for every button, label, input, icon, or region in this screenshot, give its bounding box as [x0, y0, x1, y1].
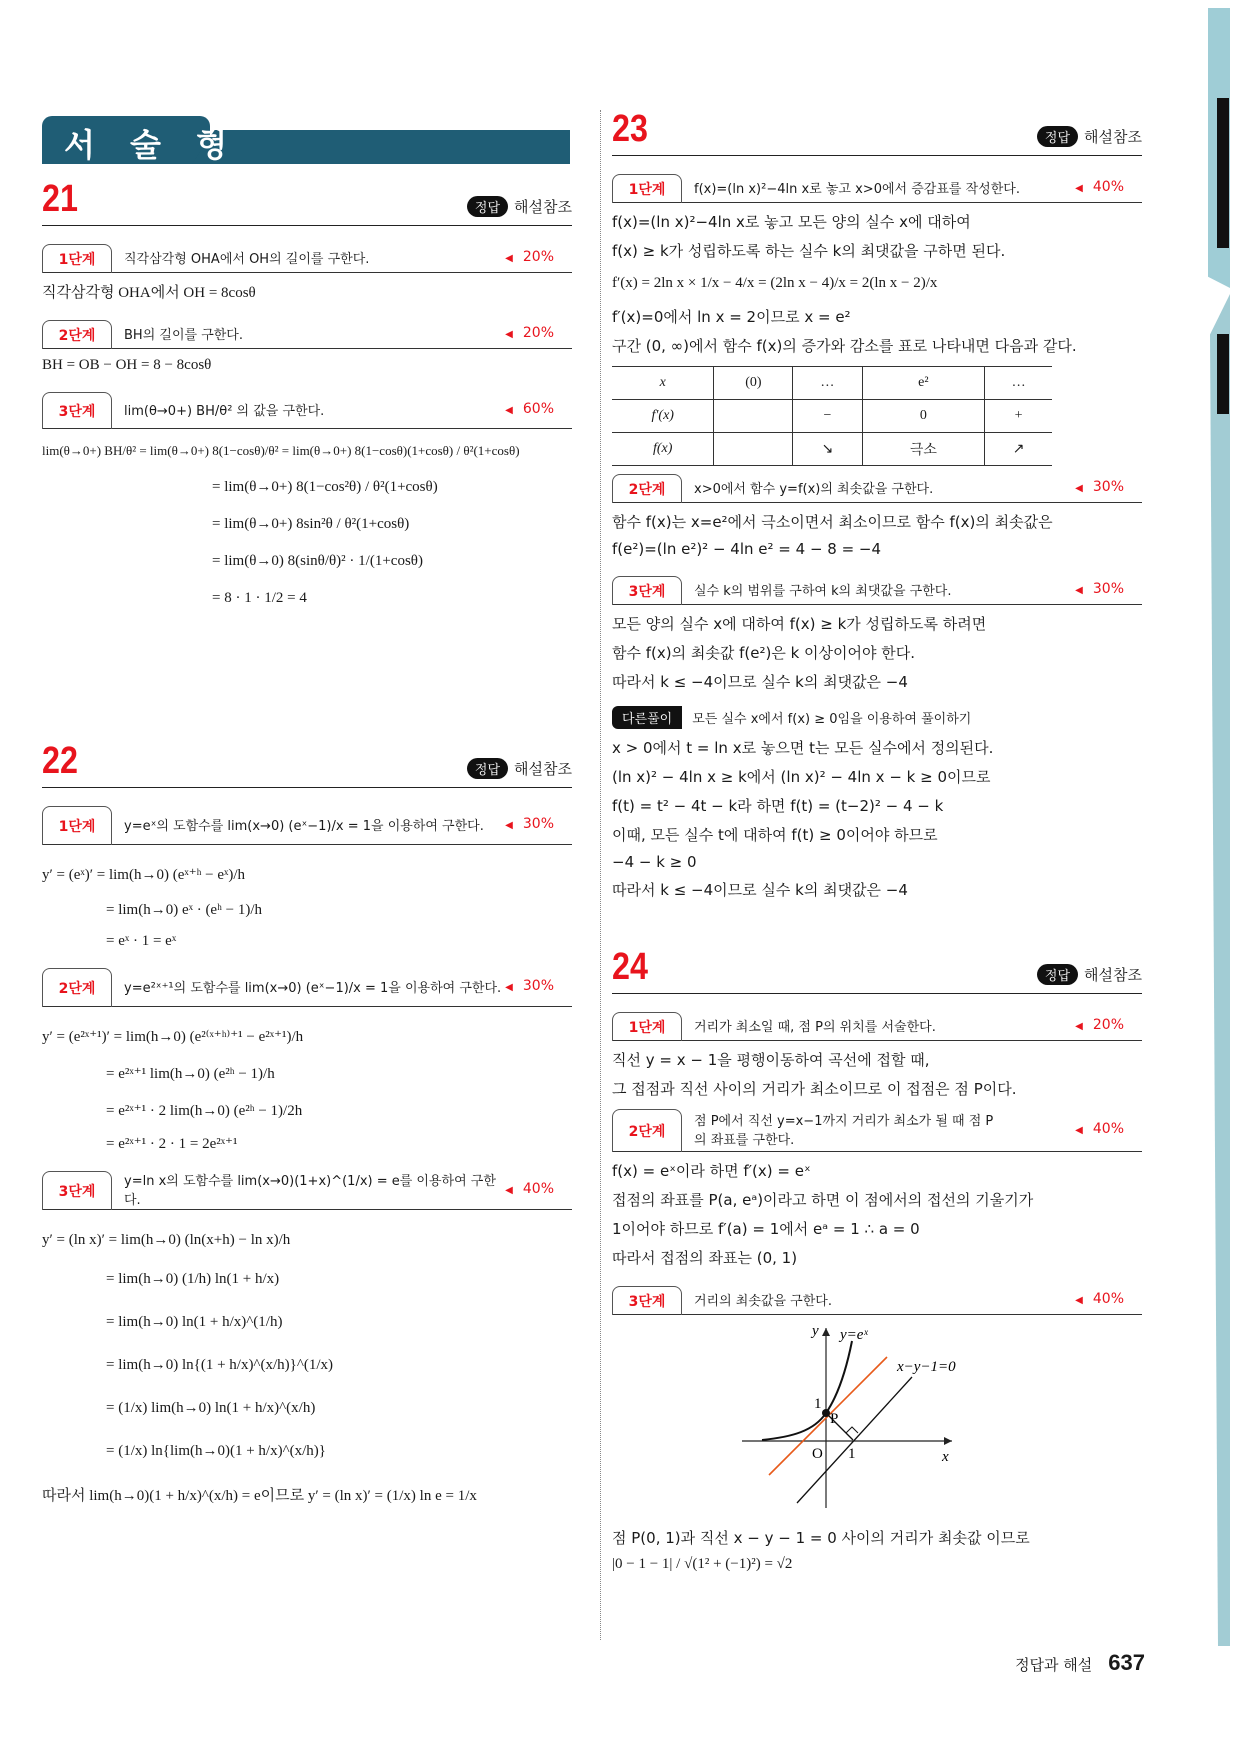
step-2: 2단계 점 P에서 직선 y=x−1까지 거리가 최소가 될 때 점 P의 좌표를 구한다. ◀ 40% [612, 1107, 1142, 1152]
page-number: 637 [1108, 1650, 1145, 1675]
answer-label: 정답 해설참조 [1037, 964, 1142, 985]
problem-number: 21 [42, 178, 78, 220]
problem-21: 21 정답 해설참조 1단계 직각삼각형 OHA에서 OH의 길이를 구한다. ◀ 20% 직각삼각형 OHA에서 OH = 8cosθ 2단계 BH의 길이를 구한다. ◀ 20% BH = OB − OH = 8 − 8cosθ 3단계 lim(θ→0+) BH/θ² 의 값을 구한다. ◀ 60% lim(θ→0+) BH/θ² = lim(θ→0+) 8(1−cosθ)/θ² = lim(θ→0+) 8(1−cosθ)(1+cosθ) / θ²(1+cosθ) = lim(θ→0+) 8(1−cos²θ) / θ²(1+cosθ) = lim(θ→0+) 8sin²θ / θ²(1+cosθ) = lim(θ→0) 8(sinθ/θ)² · 1/(1+cosθ) = 8 · 1 · 1/2 = 4 [42, 178, 572, 613]
tangent-distance-graph [742, 1323, 1002, 1513]
svg-text:O: O [812, 1446, 823, 1462]
step-1: 1단계 직각삼각형 OHA에서 OH의 길이를 구한다. ◀ 20% [42, 242, 572, 273]
alternative-solution-header: 다른풀이 모든 실수 x에서 f(x) ≥ 0임을 이용하여 풀이하기 [612, 706, 1142, 729]
problem-24: 24 정답 해설참조 1단계 거리가 최소일 때, 점 P의 위치를 서술한다. ◀ 20% 직선 y = x − 1을 평행이동하여 곡선에 접할 때, 그 접점과 직선 사이의 거리가 최소이므로 이 접점은 점 P이다. 2단계 점 P에서 직선 y=x−1까지 거리가 최소가 될 때 점 P의 좌표를 구한다. ◀ 40% f(x) = eˣ이라 하면 f′(x) = eˣ 접점의 좌표를 P(a, eᵃ)이라고 하면 이 점에서의 접선의 기울기가 1이어야 하므로 f′(a) = 1에서 eᵃ = 1 ∴ a = 0 따라서 접점의 좌표는 (0, 1) 3단계 거리의 최솟값을 구한다. ◀ 40% y y=eˣ x−y−1=0 1 P O 1 x 점 P(0, 1)과 직선 x − y − 1 = 0 사이의 거리가 최솟값 이므로 |0 − 1 − 1| / √(1² + (−1)²) = √2 [612, 946, 1142, 1579]
step-3: 3단계 실수 k의 범위를 구하여 k의 최댓값을 구한다. ◀ 30% [612, 574, 1142, 605]
svg-text:1: 1 [814, 1396, 822, 1412]
side-tab-lower [1210, 294, 1230, 1646]
answer-label: 정답 해설참조 [467, 196, 572, 217]
problem-number: 24 [612, 946, 648, 988]
answer-label: 정답 해설참조 [1037, 126, 1142, 147]
svg-text:y: y [812, 1323, 819, 1339]
step-1: 1단계 y=eˣ의 도함수를 lim(x→0) (eˣ−1)/x = 1을 이용하여 구한다. ◀ 30% [42, 804, 572, 845]
step-2: 2단계 x>0에서 함수 y=f(x)의 최솟값을 구한다. ◀ 30% [612, 472, 1142, 503]
step-2: 2단계 y=e²ˣ⁺¹의 도함수를 lim(x→0) (eˣ−1)/x = 1을 이용하여 구한다. ◀ 30% [42, 966, 572, 1007]
answer-label: 정답 해설참조 [467, 758, 572, 779]
step-2: 2단계 BH의 길이를 구한다. ◀ 20% [42, 318, 572, 349]
section-title: 서 술 형 [64, 126, 240, 164]
step-3: 3단계 y=ln x의 도함수를 lim(x→0)(1+x)^(1/x) = e를 이용하여 구한다. ◀ 40% [42, 1169, 572, 1210]
problem-number: 23 [612, 108, 648, 150]
svg-text:1: 1 [848, 1446, 856, 1462]
svg-text:y=eˣ: y=eˣ [840, 1327, 868, 1343]
svg-text:P: P [830, 1411, 839, 1427]
step-1: 1단계 거리가 최소일 때, 점 P의 위치를 서술한다. ◀ 20% [612, 1010, 1142, 1041]
problem-22: 22 정답 해설참조 1단계 y=eˣ의 도함수를 lim(x→0) (eˣ−1)/x = 1을 이용하여 구한다. ◀ 30% y′ = (eˣ)′ = lim(h→0) (eˣ⁺ʰ − eˣ)/h = lim(h→0) eˣ · (eʰ − 1)/h = eˣ · 1 = eˣ 2단계 y=e²ˣ⁺¹의 도함수를 lim(x→0) (eˣ−1)/x = 1을 이용하여 구한다. ◀ 30% y′ = (e²ˣ⁺¹)′ = lim(h→0) (e²⁽ˣ⁺ʰ⁾⁺¹ − e²ˣ⁺¹)/h = e²ˣ⁺¹ lim(h→0) (e²ʰ − 1)/h = e²ˣ⁺¹ · 2 lim(h→0) (e²ʰ − 1)/2h = e²ˣ⁺¹ · 2 · 1 = 2e²ˣ⁺¹ 3단계 y=ln x의 도함수를 lim(x→0)(1+x)^(1/x) = e를 이용하여 구한다. ◀ 40% y′ = (ln x)′ = lim(h→0) (ln(x+h) − ln x)/h = lim(h→0) (1/h) ln(1 + h/x) = lim(h→0) ln(1 + h/x)^(1/h) = lim(h→0) ln{(1 + h/x)^(x/h)}^(1/x) = (1/x) lim(h→0) ln(1 + h/x)^(x/h) = (1/x) ln{lim(h→0)(1 + h/x)^(x/h)} 따라서 lim(h→0)(1 + h/x)^(x/h) = e이므로 y′ = (ln x)′ = (1/x) ln e = 1/x [42, 740, 572, 1513]
chapter-side-tab [1208, 8, 1238, 1648]
svg-text:x: x [942, 1449, 949, 1465]
column-divider [600, 110, 601, 1640]
step-3: 3단계 lim(θ→0+) BH/θ² 의 값을 구한다. ◀ 60% [42, 390, 572, 429]
problem-number: 22 [42, 740, 78, 782]
step-3: 3단계 거리의 최솟값을 구한다. ◀ 40% [612, 1284, 1142, 1315]
side-tab-upper [1208, 8, 1230, 288]
step-1: 1단계 f(x)=(ln x)²−4ln x로 놓고 x>0에서 증감표를 작성한다. ◀ 40% [612, 172, 1142, 203]
footer-label: 정답과 해설 [1015, 1656, 1093, 1674]
problem-23: 23 정답 해설참조 1단계 f(x)=(ln x)²−4ln x로 놓고 x>0에서 증감표를 작성한다. ◀ 40% f(x)=(ln x)²−4ln x로 놓고 모든 양의 실수 x에 대하여 f(x) ≥ k가 성립하도록 하는 실수 k의 최댓값을 구하면 된다. f′(x) = 2ln x × 1/x − 4/x = (2ln x − 4)/x = 2(ln x − 2)/x f′(x)=0에서 ln x = 2이므로 x = e² 구간 (0, ∞)에서 함수 f(x)의 증가와 감소를 표로 나타내면 다음과 같다. x (0) … e² … f′(x) − 0 + f(x) ↘ 극소 ↗ 2단계 x>0에서 함수 y=f(x)의 최솟값을 구한다. ◀ 30% 함수 f(x)는 x=e²에서 극소이면서 최소이므로 함수 f(x)의 최솟값은 f(e²)=(ln e²)² − 4ln e² = 4 − 8 = −4 3단계 실수 k의 범위를 구하여 k의 최댓값을 구한다. ◀ 30% 모든 양의 실수 x에 대하여 f(x) ≥ k가 성립하도록 하려면 함수 f(x)의 최솟값 f(e²)은 k 이상이어야 한다. 따라서 k ≤ −4이므로 실수 k의 최댓값은 −4 다른풀이 모든 실수 x에서 f(x) ≥ 0임을 이용하여 풀이하기 x > 0에서 t = ln x로 놓으면 t는 모든 실수에서 정의된다. (ln x)² − 4ln x ≥ k에서 (ln x)² − 4ln x − k ≥ 0이므로 f(t) = t² − 4t − k라 하면 f(t) = (t−2)² − 4 − k 이때, 모든 실수 t에 대하여 f(t) ≥ 0이어야 하므로 −4 − k ≥ 0 따라서 k ≤ −4이므로 실수 k의 최댓값은 −4 [612, 108, 1142, 908]
svg-text:x−y−1=0: x−y−1=0 [897, 1359, 956, 1375]
page-footer [1015, 1650, 1145, 1676]
increase-decrease-table: x (0) … e² … f′(x) − 0 + f(x) ↘ 극소 ↗ [612, 366, 1052, 466]
section-banner [42, 116, 570, 164]
